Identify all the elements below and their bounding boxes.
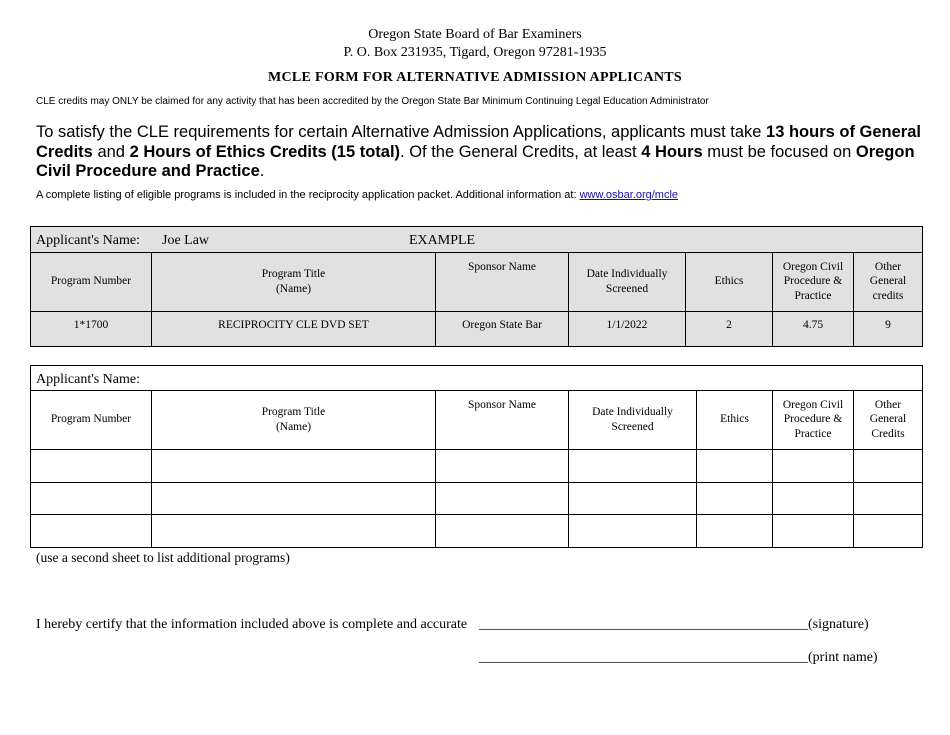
form-cell-sponsor[interactable] bbox=[436, 483, 569, 515]
col-program-number: Program Number bbox=[31, 252, 152, 312]
program-form-table bbox=[30, 365, 923, 548]
requirements-paragraph: To satisfy the CLE requirements for certain Alternative Admission Applications, applicants must take 13 hours of General Credits and 2 Hours of Ethics Credits (15 total). Of the General Credits, at least 4 Hours must be focused on Oregon Civil Procedure and Practice. bbox=[36, 123, 921, 180]
form-col-program-number: Program Number bbox=[31, 390, 152, 450]
col-other: Other General credits bbox=[854, 252, 922, 312]
form-cell-program-title[interactable] bbox=[152, 483, 436, 515]
signature-line[interactable]: _______________________________________________(signature) bbox=[479, 617, 869, 632]
applicant-name-label: Applicant's Name: bbox=[36, 233, 140, 248]
form-cell-program-number[interactable] bbox=[31, 450, 152, 483]
print-name-line[interactable]: _______________________________________________(print name) bbox=[479, 650, 878, 665]
form-col-sponsor: Sponsor Name bbox=[436, 390, 569, 450]
form-title: MCLE FORM FOR ALTERNATIVE ADMISSION APPLICANTS bbox=[267, 70, 683, 85]
form-cell-other[interactable] bbox=[854, 515, 922, 547]
form-cell-date[interactable] bbox=[569, 515, 697, 547]
form-col-program-title: Program Title (Name) bbox=[152, 390, 436, 450]
applicant-name-value: Joe Law bbox=[162, 233, 210, 248]
example-ethics: 2 bbox=[686, 312, 773, 346]
form-applicant-name-label: Applicant's Name: bbox=[36, 372, 140, 387]
col-sponsor: Sponsor Name bbox=[436, 252, 569, 312]
form-cell-program-number[interactable] bbox=[31, 483, 152, 515]
org-address: P. O. Box 231935, Tigard, Oregon 97281-1935 bbox=[343, 45, 607, 60]
form-col-other: Other General Credits bbox=[854, 390, 922, 450]
org-name: Oregon State Board of Bar Examiners bbox=[368, 27, 582, 42]
form-cell-ethics[interactable] bbox=[697, 450, 773, 483]
form-col-date: Date Individually Screened bbox=[569, 390, 697, 450]
form-cell-sponsor[interactable] bbox=[436, 450, 569, 483]
accreditation-note: CLE credits may ONLY be claimed for any activity that has been accredited by the Oregon State Bar Minimum Continuing Legal Education Administrator bbox=[36, 96, 709, 107]
col-date: Date Individually Screened bbox=[569, 252, 686, 312]
form-cell-ocp[interactable] bbox=[773, 450, 854, 483]
col-ethics: Ethics bbox=[686, 252, 773, 312]
form-cell-date[interactable] bbox=[569, 450, 697, 483]
form-cell-ethics[interactable] bbox=[697, 515, 773, 547]
second-sheet-note: (use a second sheet to list additional programs) bbox=[36, 550, 290, 565]
form-cell-ocp[interactable] bbox=[773, 483, 854, 515]
form-cell-program-title[interactable] bbox=[152, 450, 436, 483]
col-program-title: Program Title (Name) bbox=[152, 252, 436, 312]
form-cell-ethics[interactable] bbox=[697, 483, 773, 515]
osbar-link[interactable]: www.osbar.org/mcle bbox=[579, 189, 679, 201]
form-cell-other[interactable] bbox=[854, 450, 922, 483]
form-cell-ocp[interactable] bbox=[773, 515, 854, 547]
example-name-row bbox=[31, 227, 922, 253]
form-cell-date[interactable] bbox=[569, 483, 697, 515]
form-name-row[interactable] bbox=[31, 366, 922, 391]
example-program-number: 1*1700 bbox=[31, 312, 152, 346]
form-cell-sponsor[interactable] bbox=[436, 515, 569, 547]
example-ocp: 4.75 bbox=[773, 312, 854, 346]
form-col-ocp: Oregon Civil Procedure & Practice bbox=[773, 390, 854, 450]
print-name-label: (print name) bbox=[808, 650, 878, 665]
example-sponsor: Oregon State Bar bbox=[436, 312, 569, 346]
certification-statement: I hereby certify that the information included above is complete and accurate bbox=[36, 617, 468, 632]
col-ocp: Oregon Civil Procedure & Practice bbox=[773, 252, 854, 312]
signature-label: (signature) bbox=[808, 617, 869, 632]
form-cell-other[interactable] bbox=[854, 483, 922, 515]
form-cell-program-number[interactable] bbox=[31, 515, 152, 547]
example-date: 1/1/2022 bbox=[569, 312, 686, 346]
example-tag: EXAMPLE bbox=[409, 233, 476, 248]
example-table bbox=[30, 226, 923, 347]
example-program-title: RECIPROCITY CLE DVD SET bbox=[152, 312, 436, 346]
form-col-ethics: Ethics bbox=[697, 390, 773, 450]
listing-note: A complete listing of eligible programs is included in the reciprocity application packet. Additional information at: www.osbar.org/mcle bbox=[36, 189, 679, 201]
form-cell-program-title[interactable] bbox=[152, 515, 436, 547]
example-other: 9 bbox=[885, 319, 891, 331]
